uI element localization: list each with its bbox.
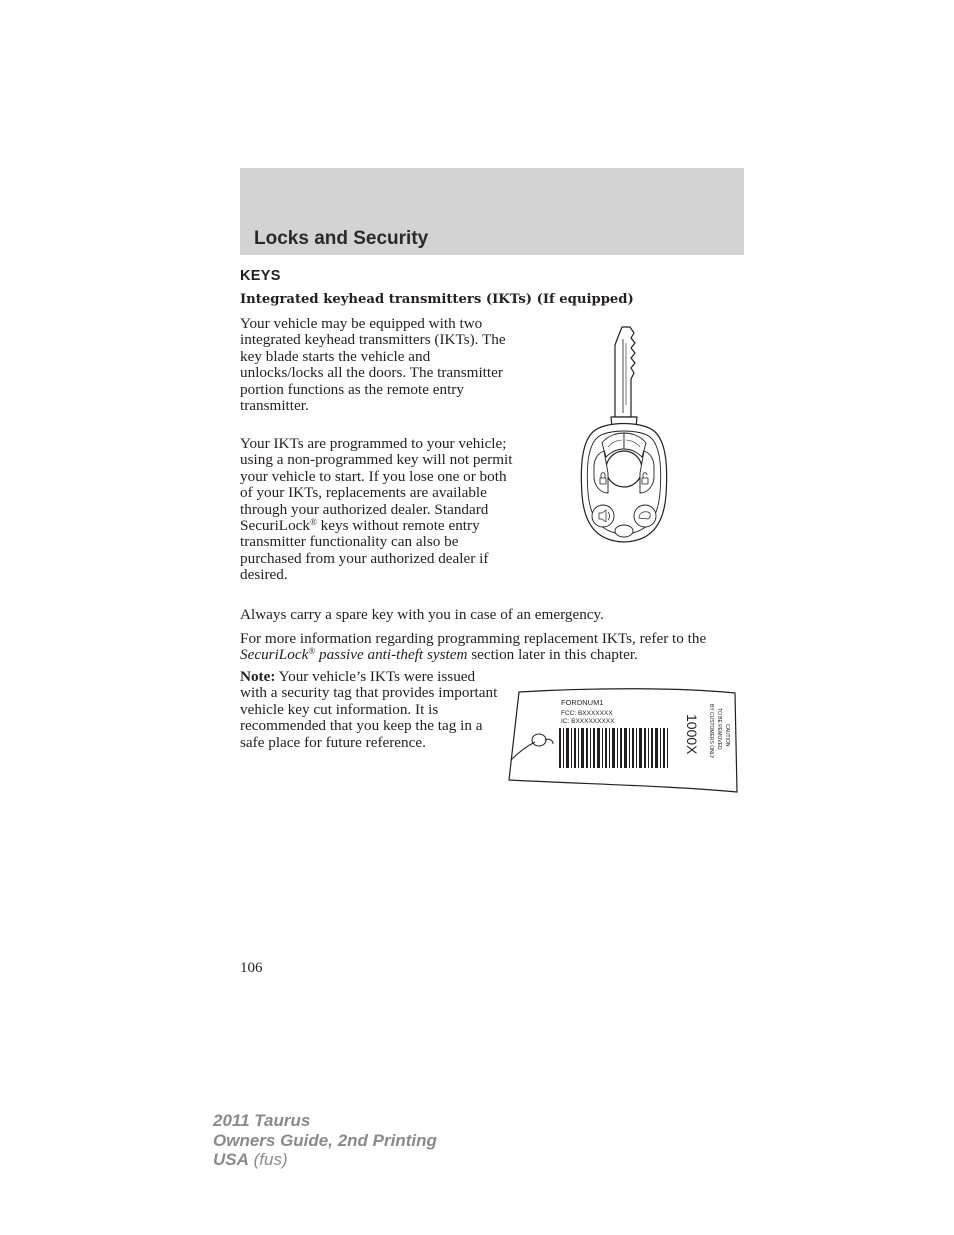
keys-heading: KEYS [240, 268, 281, 284]
tag-caution-2: TO BE REMOVED [716, 708, 722, 750]
barcode [559, 728, 668, 768]
note-paragraph [240, 669, 505, 751]
page-number: 106 [240, 960, 263, 976]
security-tag-illustration [505, 688, 741, 798]
p4-text-b: section later in this chapter. [467, 646, 638, 664]
footer [213, 1111, 437, 1170]
note-label: Note: [240, 668, 276, 685]
tag-line-1: FORDNUM1 [561, 698, 604, 707]
securilock-reference [240, 646, 467, 663]
tag-code: 1000X [684, 714, 700, 755]
ikt-intro-paragraph: Your vehicle may be equipped with two integrated keyhead transmitters (IKTs). The key blade starts the vehicle and unlocks/locks all the doors. The transmitter portion functions as the remote entry transmitter. [240, 315, 506, 415]
section-title: Locks and Security [254, 228, 429, 249]
securilock-ref-text-b: passive anti-theft system [315, 646, 468, 664]
footer-code: (fus) [248, 1150, 288, 1169]
registered-mark: ® [308, 646, 316, 657]
registered-mark: ® [310, 517, 317, 528]
p4-text-a: For more information regarding programming replacement IKTs, refer to the [240, 630, 707, 647]
tag-caution-3: BY CUSTOMERS ONLY [708, 704, 714, 759]
p2-text-b: keys without remote entry transmitter functionality can also be purchased from your authorized dealer if desired. [240, 517, 489, 584]
spare-key-paragraph: Always carry a spare key with you in case of an emergency. [240, 606, 604, 623]
footer-region: USA [213, 1150, 249, 1169]
ikt-key-illustration [578, 325, 670, 547]
footer-line-2: Owners Guide, 2nd Printing [213, 1130, 437, 1150]
footer-line-1: 2011 Taurus [213, 1111, 311, 1130]
tag-line-3: IC: BXXXXXXXXX [561, 718, 615, 725]
footer-line-3 [213, 1150, 437, 1170]
tag-line-2: FCC: BXXXXXXX [561, 710, 613, 717]
programming-reference-paragraph [240, 631, 745, 664]
p2-text-a: Your IKTs are programmed to your vehicle; using a non-programmed key will not permit your vehicle to start. If you lose one or both of your IKTs, replacements are available through your authorized dealer. Standard SecuriLock [240, 435, 513, 535]
tag-caution-1: CAUTION [724, 724, 730, 747]
ikt-subheading: Integrated keyhead transmitters (IKTs) (If equipped) [240, 292, 634, 307]
ikt-programming-paragraph [240, 436, 515, 584]
securilock-ref-text-a: SecuriLock [240, 646, 309, 664]
note-text: Your vehicle’s IKTs were issued with a security tag that provides important vehicle key cut information. It is recommended that you keep the tag in a safe place for future reference. [240, 668, 498, 751]
